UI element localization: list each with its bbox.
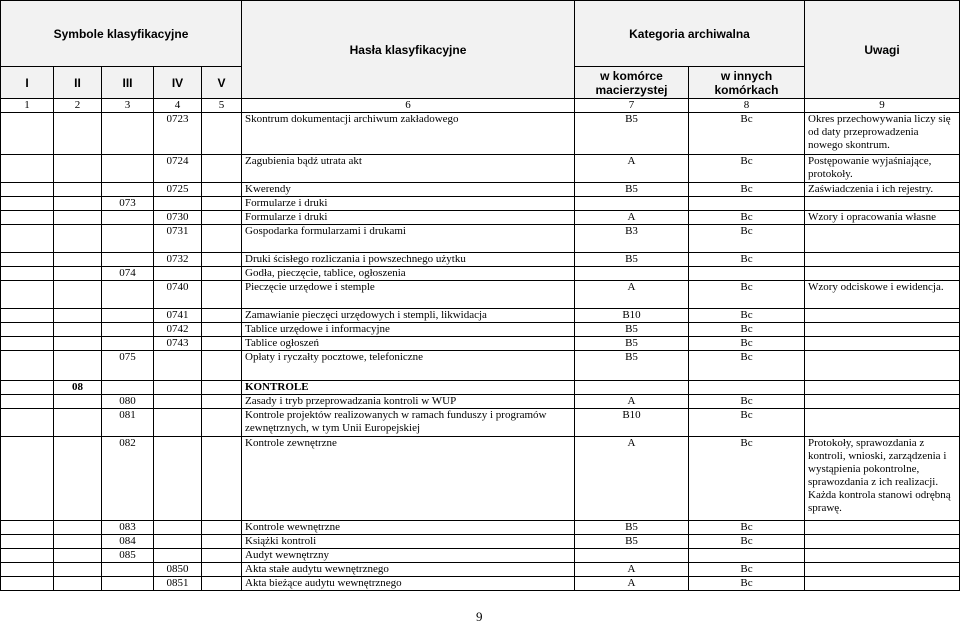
level-4-code (154, 521, 202, 535)
category-other: Bc (689, 577, 805, 591)
level-5-code (202, 197, 242, 211)
level-1-code (1, 281, 54, 309)
entry-remark (805, 577, 960, 591)
level-2-code (54, 281, 102, 309)
table-row (1, 395, 960, 409)
entry-remark: Postępowanie wyjaśniające, protokoły. (805, 155, 960, 183)
level-2-code (54, 183, 102, 197)
level-4-code (154, 535, 202, 549)
entry-title: Formularze i druki (242, 197, 575, 211)
level-4-code: 0741 (154, 309, 202, 323)
level-3-code (102, 309, 154, 323)
column-number: 8 (689, 99, 805, 113)
level-5-code (202, 577, 242, 591)
category-other (689, 381, 805, 395)
level-5-code (202, 155, 242, 183)
category-other: Bc (689, 521, 805, 535)
category-other: Bc (689, 535, 805, 549)
entry-title: Książki kontroli (242, 535, 575, 549)
level-2-code (54, 253, 102, 267)
table-row (1, 563, 960, 577)
level-4-code: 0743 (154, 337, 202, 351)
level-2-code (54, 155, 102, 183)
level-5-code (202, 521, 242, 535)
level-2-code (54, 225, 102, 253)
level-1-code (1, 197, 54, 211)
category-other: Bc (689, 395, 805, 409)
entry-title: Kontrole wewnętrzne (242, 521, 575, 535)
level-1-code (1, 183, 54, 197)
entry-remark (805, 521, 960, 535)
level-5-code (202, 225, 242, 253)
category-other: Bc (689, 253, 805, 267)
level-1-code (1, 577, 54, 591)
category-parent: A (575, 211, 689, 225)
level-5-code (202, 267, 242, 281)
table-row (1, 113, 960, 155)
level-4-code: 0742 (154, 323, 202, 337)
level-4-code: 0850 (154, 563, 202, 577)
level-3-code: 082 (102, 437, 154, 521)
table-row (1, 197, 960, 211)
category-parent: B5 (575, 337, 689, 351)
category-other: Bc (689, 409, 805, 437)
entry-title: Zagubienia bądź utrata akt (242, 155, 575, 183)
level-4-code (154, 197, 202, 211)
level-4-code (154, 381, 202, 395)
level-2-code (54, 309, 102, 323)
level-4-code: 0730 (154, 211, 202, 225)
level-2-code (54, 521, 102, 535)
category-parent: B10 (575, 309, 689, 323)
level-4-code (154, 549, 202, 563)
level-5-code (202, 535, 242, 549)
entry-remark (805, 381, 960, 395)
level-2-code (54, 535, 102, 549)
level-4-code: 0740 (154, 281, 202, 309)
level-4-code: 0731 (154, 225, 202, 253)
level-2-code (54, 267, 102, 281)
level-3-code (102, 577, 154, 591)
level-5-code (202, 183, 242, 197)
column-number: 1 (1, 99, 54, 113)
header-headings: Hasła klasyfikacyjne (242, 1, 575, 99)
entry-title: Pieczęcie urzędowe i stemple (242, 281, 575, 309)
level-3-code (102, 381, 154, 395)
table-row (1, 381, 960, 395)
category-parent: B5 (575, 253, 689, 267)
table-row (1, 535, 960, 549)
level-4-code (154, 409, 202, 437)
column-number: 6 (242, 99, 575, 113)
table-row (1, 351, 960, 381)
level-2-code (54, 351, 102, 381)
level-5-code (202, 351, 242, 381)
level-1-code (1, 437, 54, 521)
level-1-code (1, 225, 54, 253)
level-4-code: 0723 (154, 113, 202, 155)
header-level-5: V (202, 67, 242, 99)
entry-remark (805, 395, 960, 409)
entry-remark (805, 409, 960, 437)
column-number: 2 (54, 99, 102, 113)
header-in-other: w innych komórkach (689, 67, 805, 99)
entry-remark: Zaświadczenia i ich rejestry. (805, 183, 960, 197)
level-3-code (102, 113, 154, 155)
category-parent (575, 549, 689, 563)
column-number: 9 (805, 99, 960, 113)
entry-title: Godła, pieczęcie, tablice, ogłoszenia (242, 267, 575, 281)
category-parent: B5 (575, 323, 689, 337)
level-2-code: 08 (54, 381, 102, 395)
level-1-code (1, 309, 54, 323)
level-1-code (1, 113, 54, 155)
entry-remark (805, 535, 960, 549)
level-5-code (202, 563, 242, 577)
category-parent (575, 197, 689, 211)
category-parent: A (575, 155, 689, 183)
table-row (1, 549, 960, 563)
level-3-code: 084 (102, 535, 154, 549)
column-number: 4 (154, 99, 202, 113)
entry-remark: Okres przechowywania liczy się od daty przeprowadzenia nowego skontrum. (805, 113, 960, 155)
entry-remark (805, 323, 960, 337)
level-1-code (1, 409, 54, 437)
category-other: Bc (689, 113, 805, 155)
level-3-code: 081 (102, 409, 154, 437)
level-4-code (154, 395, 202, 409)
entry-title: Audyt wewnętrzny (242, 549, 575, 563)
entry-title: Kontrole zewnętrzne (242, 437, 575, 521)
category-parent: B5 (575, 113, 689, 155)
level-2-code (54, 197, 102, 211)
category-other: Bc (689, 183, 805, 197)
entry-remark (805, 309, 960, 323)
table-row (1, 211, 960, 225)
entry-remark (805, 197, 960, 211)
level-1-code (1, 563, 54, 577)
level-3-code: 074 (102, 267, 154, 281)
category-parent: A (575, 281, 689, 309)
category-other: Bc (689, 309, 805, 323)
level-2-code (54, 549, 102, 563)
level-3-code (102, 281, 154, 309)
header-level-2: II (54, 67, 102, 99)
level-5-code (202, 337, 242, 351)
entry-remark (805, 563, 960, 577)
category-other: Bc (689, 155, 805, 183)
category-other: Bc (689, 211, 805, 225)
table-row (1, 337, 960, 351)
entry-title: Zamawianie pieczęci urzędowych i stempli, likwidacja (242, 309, 575, 323)
entry-remark: Wzory odciskowe i ewidencja. (805, 281, 960, 309)
level-5-code (202, 323, 242, 337)
level-3-code (102, 323, 154, 337)
table-row (1, 309, 960, 323)
category-parent: A (575, 437, 689, 521)
level-2-code (54, 113, 102, 155)
level-5-code (202, 113, 242, 155)
category-parent: B5 (575, 351, 689, 381)
level-1-code (1, 351, 54, 381)
level-5-code (202, 409, 242, 437)
entry-title: Kwerendy (242, 183, 575, 197)
table-row (1, 577, 960, 591)
category-other: Bc (689, 351, 805, 381)
level-3-code (102, 225, 154, 253)
category-other: Bc (689, 281, 805, 309)
level-3-code: 083 (102, 521, 154, 535)
level-4-code: 0851 (154, 577, 202, 591)
header-category: Kategoria archiwalna (575, 1, 805, 67)
category-parent: B10 (575, 409, 689, 437)
page-number: 9 (476, 609, 483, 624)
level-4-code: 0725 (154, 183, 202, 197)
table-row (1, 521, 960, 535)
level-1-code (1, 155, 54, 183)
category-parent (575, 381, 689, 395)
level-3-code (102, 155, 154, 183)
level-1-code (1, 211, 54, 225)
table-row (1, 281, 960, 309)
level-3-code (102, 211, 154, 225)
entry-title: Zasady i tryb przeprowadzania kontroli w WUP (242, 395, 575, 409)
table-row (1, 155, 960, 183)
level-3-code: 085 (102, 549, 154, 563)
table-row (1, 225, 960, 253)
level-1-code (1, 395, 54, 409)
header-level-1: I (1, 67, 54, 99)
column-number: 5 (202, 99, 242, 113)
level-1-code (1, 381, 54, 395)
entry-remark (805, 351, 960, 381)
level-3-code (102, 253, 154, 267)
table-row (1, 409, 960, 437)
entry-title: Akta bieżące audytu wewnętrznego (242, 577, 575, 591)
category-parent: A (575, 577, 689, 591)
header-in-parent: w komórce macierzystej (575, 67, 689, 99)
level-4-code (154, 267, 202, 281)
level-2-code (54, 323, 102, 337)
level-3-code (102, 337, 154, 351)
level-3-code (102, 183, 154, 197)
entry-title: Skontrum dokumentacji archiwum zakładowego (242, 113, 575, 155)
entry-remark (805, 337, 960, 351)
category-other (689, 267, 805, 281)
level-2-code (54, 563, 102, 577)
entry-remark (805, 267, 960, 281)
level-1-code (1, 337, 54, 351)
level-1-code (1, 323, 54, 337)
entry-title: Tablice urzędowe i informacyjne (242, 323, 575, 337)
category-other (689, 549, 805, 563)
level-2-code (54, 409, 102, 437)
entry-title: Tablice ogłoszeń (242, 337, 575, 351)
level-1-code (1, 535, 54, 549)
header-symbols: Symbole klasyfikacyjne (1, 1, 242, 67)
entry-title: Kontrole projektów realizowanych w ramach funduszy i programów zewnętrznych, w tym Unii Europejskiej (242, 409, 575, 437)
entry-remark (805, 225, 960, 253)
level-5-code (202, 253, 242, 267)
level-3-code: 073 (102, 197, 154, 211)
level-5-code (202, 211, 242, 225)
level-1-code (1, 253, 54, 267)
level-2-code (54, 337, 102, 351)
level-4-code (154, 351, 202, 381)
category-parent: B5 (575, 521, 689, 535)
category-other (689, 197, 805, 211)
entry-remark: Protokoły, sprawozdania z kontroli, wnioski, zarządzenia i wystąpienia pokontrolne, sprawozdania z ich realizacji. Każda kontrola stanowi odrębną sprawę. (805, 437, 960, 521)
entry-title: Formularze i druki (242, 211, 575, 225)
entry-remark (805, 253, 960, 267)
category-parent: A (575, 563, 689, 577)
table-row (1, 323, 960, 337)
column-number-row (1, 99, 960, 113)
level-1-code (1, 521, 54, 535)
category-parent: B5 (575, 183, 689, 197)
table-row (1, 437, 960, 521)
header-level-3: III (102, 67, 154, 99)
header-remarks: Uwagi (805, 1, 960, 99)
level-4-code: 0724 (154, 155, 202, 183)
level-5-code (202, 281, 242, 309)
table-row (1, 253, 960, 267)
header-row-main (1, 1, 960, 67)
table-row (1, 183, 960, 197)
column-number: 3 (102, 99, 154, 113)
entry-title: Gospodarka formularzami i drukami (242, 225, 575, 253)
category-other: Bc (689, 337, 805, 351)
level-3-code: 075 (102, 351, 154, 381)
category-parent (575, 267, 689, 281)
level-2-code (54, 395, 102, 409)
category-parent: A (575, 395, 689, 409)
level-5-code (202, 437, 242, 521)
entry-title: KONTROLE (242, 381, 575, 395)
category-parent: B5 (575, 535, 689, 549)
entry-title: Opłaty i ryczałty pocztowe, telefoniczne (242, 351, 575, 381)
category-parent: B3 (575, 225, 689, 253)
level-2-code (54, 577, 102, 591)
entry-remark: Wzory i opracowania własne (805, 211, 960, 225)
column-number: 7 (575, 99, 689, 113)
category-other: Bc (689, 323, 805, 337)
header-level-4: IV (154, 67, 202, 99)
level-1-code (1, 267, 54, 281)
level-1-code (1, 549, 54, 563)
category-other: Bc (689, 563, 805, 577)
level-5-code (202, 395, 242, 409)
level-5-code (202, 381, 242, 395)
level-5-code (202, 549, 242, 563)
category-other: Bc (689, 225, 805, 253)
category-other: Bc (689, 437, 805, 521)
level-2-code (54, 211, 102, 225)
level-4-code (154, 437, 202, 521)
level-3-code (102, 563, 154, 577)
level-2-code (54, 437, 102, 521)
entry-title: Druki ścisłego rozliczania i powszechnego użytku (242, 253, 575, 267)
table-row (1, 267, 960, 281)
level-5-code (202, 309, 242, 323)
level-3-code: 080 (102, 395, 154, 409)
entry-title: Akta stałe audytu wewnętrznego (242, 563, 575, 577)
entry-remark (805, 549, 960, 563)
level-4-code: 0732 (154, 253, 202, 267)
